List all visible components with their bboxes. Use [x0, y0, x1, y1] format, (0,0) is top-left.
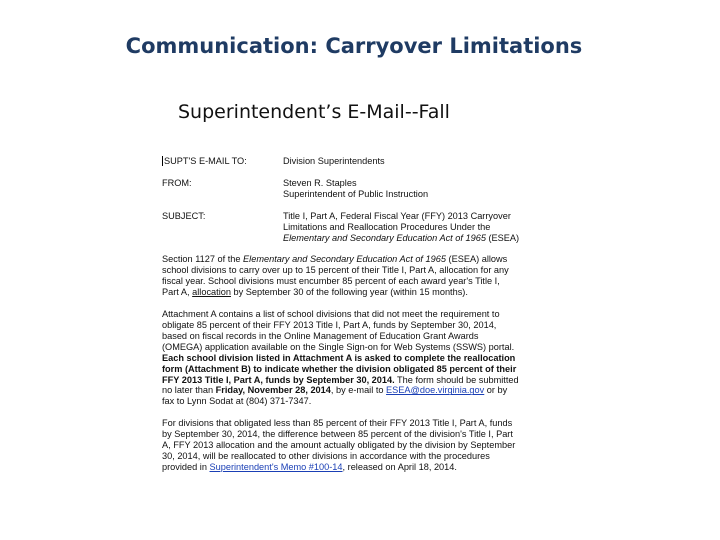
text-run: Section 1127 of the	[162, 254, 244, 265]
memo-subject-line: Limitations and Reallocation Procedures Under the	[283, 221, 491, 232]
memo-subject-line: Title I, Part A, Federal Fiscal Year (FFY) 2013 Carryover	[283, 210, 511, 221]
text-run: , by e-mail to	[330, 385, 387, 396]
memo-from-line: Steven R. Staples	[283, 177, 357, 188]
paragraph-line: Attachment A contains a list of school divisions that did not meet the requirement to	[162, 309, 500, 320]
paragraph-line: A, FFY 2013 allocation and the amount actually obligated by the division by September	[162, 440, 516, 451]
paragraph-line: For divisions that obligated less than 85 percent of their FFY 2013 Title I, Part A, funds	[162, 418, 513, 429]
paragraph-line	[162, 287, 562, 298]
text-run: Part A,	[162, 287, 193, 298]
paragraph-line: fax to Lynn Sodat at (804) 371-7347.	[162, 396, 312, 407]
memo-subject-value	[283, 211, 562, 244]
paragraph-line	[162, 364, 562, 375]
memo-to-row	[162, 156, 562, 167]
act-title-italic: Elementary and Secondary Education Act of 1965	[243, 254, 446, 265]
text-run: no later than	[162, 385, 216, 396]
bold-text: Each school division listed in Attachment A is asked to complete the reallocation	[162, 352, 516, 363]
paragraph-line: fiscal year. School divisions must encumber 85 percent of each award year's Title I,	[162, 276, 500, 287]
memo-document	[162, 156, 562, 484]
paragraph-line: school divisions to carry over up to 15 percent of their Title I, Part A, allocation for any	[162, 265, 509, 276]
text-run: provided in	[162, 461, 210, 472]
paragraph-line	[162, 254, 562, 265]
memo-to-line: Division Superintendents	[283, 156, 385, 166]
memo-to-label	[162, 156, 283, 167]
text-run: by September 30 of the following year (within 15 months).	[230, 287, 468, 298]
memo-to-value	[283, 156, 562, 167]
paragraph-line: by September 30, 2014, the difference between 85 percent of the division's Title I, Part	[162, 429, 513, 440]
text-run: or by	[484, 385, 508, 396]
memo-subject-row	[162, 211, 562, 244]
bold-text: FFY 2013 Title I, Part A, funds by September 30, 2014.	[162, 374, 395, 385]
slide-subtitle: Superintendent’s E-Mail--Fall	[178, 101, 450, 123]
paragraph-line	[162, 375, 562, 386]
superintendent-memo-link[interactable]: Superintendent's Memo #100-14	[209, 461, 343, 472]
deadline-bold-text: Friday, November 28, 2014	[215, 385, 331, 396]
memo-paragraph-3	[162, 418, 562, 473]
paragraph-line: obligate 85 percent of their FFY 2013 Title I, Part A, funds by September 30, 2014,	[162, 319, 497, 330]
memo-from-row	[162, 178, 562, 200]
paragraph-line: (OMEGA) application available on the Single Sign-on for Web Systems (SSWS) portal.	[162, 341, 515, 352]
text-cursor	[162, 156, 163, 166]
esea-email-link[interactable]: ESEA@doe.virginia.gov	[386, 385, 485, 396]
paragraph-line: 30, 2014, will be reallocated to other divisions in accordance with the procedures	[162, 450, 490, 461]
act-title-italic: Elementary and Secondary Education Act of 1965	[283, 232, 486, 243]
memo-subject-tail: (ESEA)	[485, 232, 520, 243]
text-run: , released on April 18, 2014.	[342, 461, 457, 472]
slide-title: Communication: Carryover Limitations	[125, 34, 583, 58]
memo-from-label: FROM:	[162, 177, 192, 188]
memo-paragraph-1	[162, 254, 562, 298]
paragraph-line	[162, 462, 562, 473]
memo-paragraph-2	[162, 309, 562, 407]
text-run: The form should be submitted	[394, 374, 519, 385]
allocation-underlined-text: allocation	[192, 287, 231, 298]
paragraph-line	[162, 385, 562, 396]
paragraph-line: based on fiscal records in the Online Management of Education Grant Awards	[162, 330, 479, 341]
memo-subject-line	[283, 233, 562, 244]
bold-text: form (Attachment B) to indicate whether the division obligated 85 percent of their	[162, 363, 517, 374]
memo-subject-label: SUBJECT:	[162, 210, 206, 221]
memo-from-value	[283, 178, 562, 200]
text-run: (ESEA) allows	[445, 254, 508, 265]
memo-from-line: Superintendent of Public Instruction	[283, 188, 429, 199]
memo-to-label-text: SUPT'S E-MAIL TO:	[164, 156, 247, 166]
paragraph-line	[162, 353, 562, 364]
